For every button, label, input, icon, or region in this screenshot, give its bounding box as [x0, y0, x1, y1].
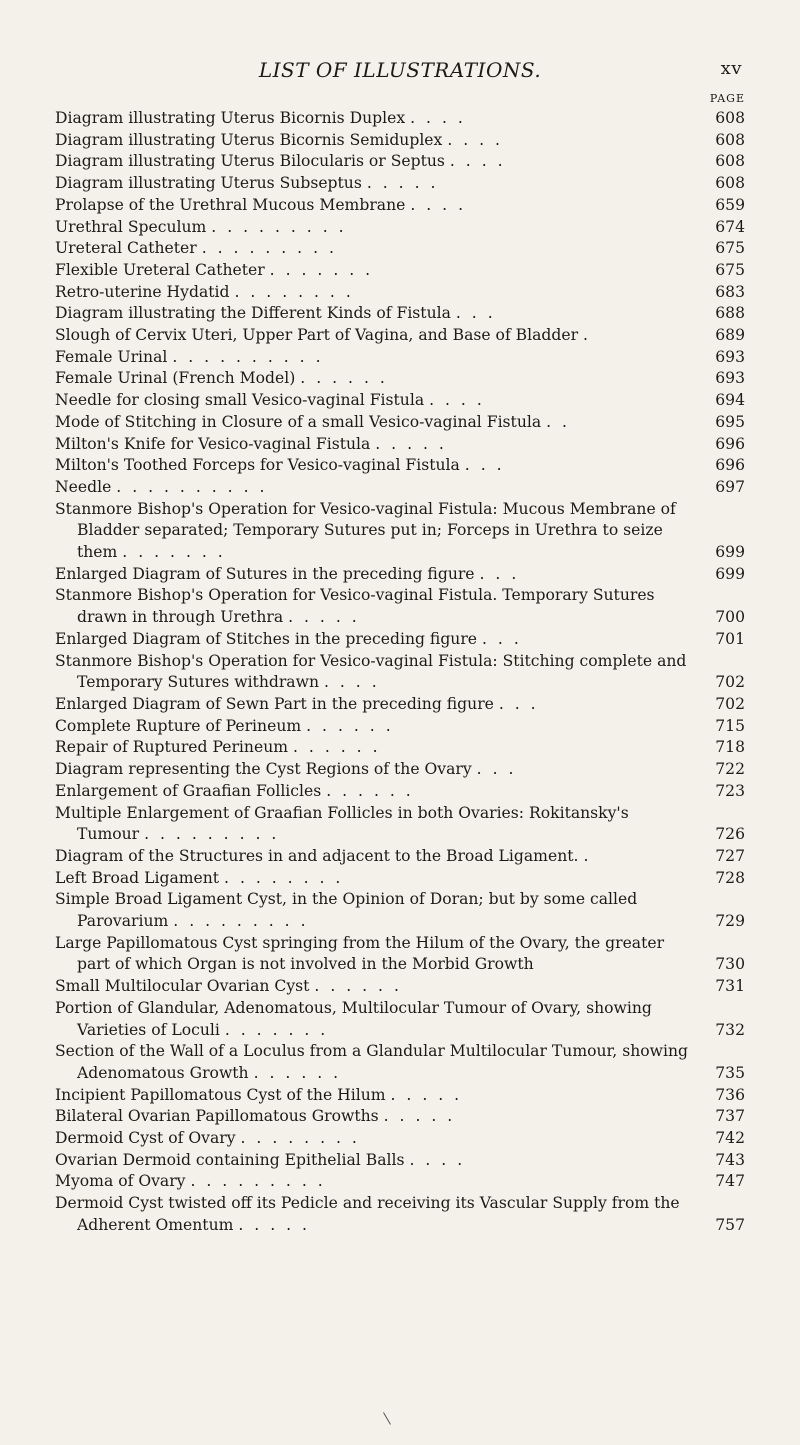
list-item [55, 368, 745, 390]
illustration-title [55, 716, 695, 738]
list-item [55, 889, 745, 932]
illustration-title-text: Enlargement of Graafian Follicles [55, 781, 322, 800]
illustration-title [55, 368, 695, 390]
list-item [55, 1193, 745, 1236]
illustration-title-text: Diagram illustrating Uterus Bicornis Semiduplex [55, 130, 443, 149]
dot-leaders: . . . . [449, 152, 506, 171]
list-item [55, 651, 745, 694]
list-item [55, 998, 745, 1041]
illustration-title [55, 412, 695, 434]
dot-leaders: . . . [479, 564, 520, 583]
illustration-title [55, 1085, 695, 1107]
illustration-page-number: 757 [715, 1215, 745, 1234]
list-item [55, 130, 745, 152]
list-item [55, 564, 745, 586]
dot-leaders: . . . . . . . . [240, 1129, 360, 1148]
illustration-title-text: Diagram illustrating Uterus Bilocularis or Septus [55, 152, 445, 171]
illustration-page-number: 683 [715, 282, 745, 301]
list-item [55, 629, 745, 651]
illustration-title-text: Enlarged Diagram of Stitches in the preceding figure [55, 629, 478, 648]
illustration-title [55, 477, 695, 499]
illustration-page-number: 699 [715, 543, 745, 562]
illustration-page-number: 694 [715, 391, 745, 410]
illustration-title [55, 694, 695, 716]
illustration-page-number: 742 [715, 1129, 745, 1148]
dot-leaders: . . . . . [238, 1215, 310, 1234]
illustration-page-number: 722 [715, 760, 745, 779]
illustration-title-text: Ovarian Dermoid containing Epithelial Balls [55, 1150, 405, 1169]
illustration-title [55, 889, 695, 932]
illustration-title [55, 347, 695, 369]
illustration-title-text: Female Urinal (French Model) [55, 369, 296, 388]
illustration-title-text: Myoma of Ovary [55, 1172, 186, 1191]
list-item [55, 412, 745, 434]
illustration-page-number: 701 [715, 629, 745, 648]
illustration-page-number: 695 [715, 412, 745, 431]
dot-leaders: . . . . . . [300, 369, 388, 388]
dot-leaders: . . . . . [383, 1107, 456, 1126]
list-item [55, 737, 745, 759]
dot-leaders: . . . . . . . [224, 1020, 329, 1039]
list-item [55, 846, 745, 868]
illustration-page-number: 608 [715, 130, 745, 149]
illustration-list [55, 108, 745, 1237]
list-item [55, 1041, 745, 1084]
illustration-page-number: 715 [715, 716, 745, 735]
illustration-title-text: Dermoid Cyst of Ovary [55, 1129, 236, 1148]
dot-leaders: . . . [455, 304, 496, 323]
illustration-title-text: Flexible Ureteral Catheter [55, 260, 265, 279]
list-item [55, 173, 745, 195]
list-item [55, 976, 745, 998]
illustration-page-number: 697 [715, 477, 745, 496]
illustration-title-text: Portion of Glandular, Adenomatous, Multilocular Tumour of Ovary, showing Varieties of Loculi [55, 998, 652, 1039]
dot-leaders: . . . . . . . [122, 543, 226, 562]
illustration-title [55, 1041, 695, 1084]
illustration-page-number: 723 [715, 781, 745, 800]
list-item [55, 499, 745, 564]
illustration-page-number: 747 [715, 1172, 745, 1191]
illustration-title-text: Milton's Toothed Forceps for Vesico-vaginal Fistula [55, 456, 460, 475]
illustration-title-text: Incipient Papillomatous Cyst of the Hilum [55, 1085, 386, 1104]
illustration-title-text: Section of the Wall of a Loculus from a Glandular Multilocular Tumour, showing Adenomatous Growth [55, 1042, 688, 1082]
illustration-page-number: 696 [715, 434, 745, 453]
page-number: xv [720, 58, 742, 79]
dot-leaders: . . . . . . . . . [211, 217, 347, 236]
illustration-page-number: 674 [715, 217, 745, 236]
list-item [55, 868, 745, 890]
dot-leaders: . . . . . . . . [224, 868, 344, 887]
illustration-title-text: Milton's Knife for Vesico-vaginal Fistula [55, 434, 371, 453]
dot-leaders: . . . . . . . . . [173, 912, 309, 931]
illustration-title-text: Repair of Ruptured Perineum [55, 738, 289, 757]
list-item [55, 585, 745, 628]
list-item [55, 716, 745, 738]
dot-leaders: . . . . . [390, 1085, 463, 1104]
illustration-title-text: Multiple Enlargement of Graafian Follicles in both Ovaries: Rokitansky's Tumour [55, 803, 629, 844]
illustration-title-text: Diagram illustrating Uterus Subseptus [55, 174, 362, 193]
illustration-title [55, 759, 695, 781]
dot-leaders: . . . [476, 760, 517, 779]
dot-leaders: . . . [498, 694, 539, 713]
illustration-title-text: Small Multilocular Ovarian Cyst [55, 977, 310, 996]
illustration-title [55, 976, 695, 998]
illustration-title-text: Urethral Speculum [55, 217, 207, 236]
illustration-title-text: Stanmore Bishop's Operation for Vesico-vaginal Fistula: Mucous Membrane of Bladder separated; Temporary Sutures put in; Forceps in Urethra to seize them [55, 499, 676, 562]
illustration-title-text: Diagram illustrating the Different Kinds of Fistula [55, 304, 451, 323]
list-item [55, 108, 745, 130]
illustration-title [55, 629, 695, 651]
illustration-title [55, 434, 695, 456]
illustration-title [55, 1171, 695, 1193]
list-item [55, 217, 745, 239]
illustration-title-text: Diagram of the Structures in and adjacent to the Broad Ligament. [55, 846, 579, 865]
list-item [55, 303, 745, 325]
dot-leaders: . . . [482, 629, 522, 648]
illustration-title [55, 108, 695, 130]
illustration-title-text: Complete Rupture of Perineum [55, 716, 302, 735]
illustration-title-text: Enlarged Diagram of Sutures in the preceding figure [55, 564, 475, 583]
illustration-title [55, 499, 695, 564]
dot-leaders: . . . . . [288, 608, 360, 627]
illustration-page-number: 675 [715, 260, 745, 279]
illustration-title [55, 1193, 695, 1236]
dot-leaders: . . . . . . . . . [144, 825, 280, 844]
dot-leaders: . . . . . . . . [234, 282, 354, 301]
dot-leaders: . . . . . . [293, 738, 381, 757]
list-item [55, 455, 745, 477]
illustration-title [55, 1106, 695, 1128]
illustration-page-number: 727 [715, 846, 745, 865]
illustration-title-text: Mode of Stitching in Closure of a small Vesico-vaginal Fistula [55, 412, 542, 431]
illustration-page-number: 693 [715, 347, 745, 366]
illustration-title [55, 195, 695, 217]
illustration-title-text: Large Papillomatous Cyst springing from the Hilum of the Ovary, the greater part of which Organ is not involved in the Morbid Growth [55, 933, 665, 974]
list-item [55, 477, 745, 499]
illustration-page-number: 608 [715, 109, 745, 127]
dot-leaders: . . [546, 412, 570, 431]
illustration-title-text: Ureteral Catheter [55, 239, 197, 258]
illustration-title [55, 303, 695, 325]
dot-leaders: . . . . . . [253, 1063, 342, 1082]
illustration-title-text: Needle for closing small Vesico-vaginal Fistula [55, 391, 425, 410]
illustration-page-number: 696 [715, 456, 745, 475]
illustration-page-number: 732 [715, 1020, 745, 1039]
illustration-page-number: 731 [715, 977, 745, 996]
illustration-title [55, 455, 695, 477]
illustration-page-number: 693 [715, 369, 745, 388]
dot-leaders: . . . . . . . [269, 260, 374, 279]
list-item [55, 260, 745, 282]
illustration-title-text: Diagram representing the Cyst Regions of the Ovary [55, 760, 472, 779]
dot-leaders: . [583, 846, 592, 865]
list-item [55, 325, 745, 347]
illustration-title-text: Diagram illustrating Uterus Bicornis Duplex [55, 109, 406, 127]
dot-leaders: . . . . . . [314, 977, 402, 996]
dot-leaders: . . . . [429, 391, 485, 410]
illustration-title [55, 564, 695, 586]
illustration-title-text: Simple Broad Ligament Cyst, in the Opinion of Doran; but by some called Parovarium [55, 890, 638, 931]
illustration-title [55, 1128, 695, 1150]
illustration-title [55, 173, 695, 195]
illustration-title [55, 781, 695, 803]
dot-leaders: . . . . [410, 109, 466, 127]
illustration-title [55, 325, 695, 347]
dot-leaders: . . . . [409, 1150, 466, 1169]
illustration-title [55, 933, 695, 976]
illustration-page-number: 736 [715, 1085, 745, 1104]
illustration-page-number: 702 [715, 673, 745, 692]
dot-leaders: . . . . . . . . . . [172, 347, 324, 366]
illustration-title [55, 390, 695, 412]
illustration-title-text: Female Urinal [55, 347, 168, 366]
illustration-title [55, 585, 695, 628]
list-item [55, 803, 745, 846]
list-item [55, 759, 745, 781]
illustration-page-number: 608 [715, 174, 745, 193]
illustration-title-text: Enlarged Diagram of Sewn Part in the preceding figure [55, 694, 494, 713]
illustration-page-number: 726 [715, 825, 745, 844]
dot-leaders: . . . . . . . . . . [116, 477, 268, 496]
illustration-title [55, 1150, 695, 1172]
list-item [55, 1085, 745, 1107]
list-item [55, 347, 745, 369]
list-item [55, 1150, 745, 1172]
dot-leaders: . . . [464, 456, 505, 475]
illustration-title [55, 151, 695, 173]
illustration-title-text: Left Broad Ligament [55, 868, 220, 887]
list-item [55, 933, 745, 976]
illustration-title-text: Bilateral Ovarian Papillomatous Growths [55, 1107, 379, 1126]
illustration-title [55, 651, 695, 694]
running-title: LIST OF ILLUSTRATIONS. [258, 58, 542, 82]
illustration-page-number: 699 [715, 564, 745, 583]
list-item [55, 434, 745, 456]
illustration-page-number: 675 [715, 239, 745, 258]
illustration-page-number: 689 [715, 326, 745, 345]
illustration-title [55, 868, 695, 890]
illustration-title [55, 130, 695, 152]
illustration-title [55, 260, 695, 282]
illustration-title-text: Prolapse of the Urethral Mucous Membrane [55, 195, 406, 214]
illustration-page-number: 730 [715, 955, 745, 974]
illustration-page-number: 728 [715, 868, 745, 887]
dot-leaders: . . . . . [366, 174, 439, 193]
illustration-title [55, 238, 695, 260]
illustration-page-number: 729 [715, 912, 745, 931]
dot-leaders: . . . . [447, 130, 504, 149]
illustration-title [55, 998, 695, 1041]
list-item [55, 390, 745, 412]
illustration-title-text: Stanmore Bishop's Operation for Vesico-vaginal Fistula. Temporary Sutures drawn in through Urethra [55, 586, 655, 627]
illustration-page-number: 743 [715, 1150, 745, 1169]
list-item [55, 1171, 745, 1193]
illustration-page-number: 688 [715, 304, 745, 323]
illustration-page-number: 659 [715, 195, 745, 214]
dot-leaders: . [583, 326, 591, 345]
illustration-page-number: 718 [715, 738, 745, 757]
list-item [55, 282, 745, 304]
list-item [55, 238, 745, 260]
dot-leaders: . . . . . . . . . [201, 239, 337, 258]
stray-mark [383, 1412, 391, 1425]
illustration-title-text: Stanmore Bishop's Operation for Vesico-vaginal Fistula: Stitching complete and Temporary Sutures withdrawn [55, 651, 687, 692]
list-item [55, 1106, 745, 1128]
illustration-title [55, 282, 695, 304]
illustration-page-number: 702 [715, 694, 745, 713]
illustration-title [55, 803, 695, 846]
illustration-page-number: 608 [715, 152, 745, 171]
list-item [55, 694, 745, 716]
dot-leaders: . . . . . . . . . [190, 1172, 326, 1191]
dot-leaders: . . . . . . [326, 781, 414, 800]
illustration-title-text: Retro-uterine Hydatid [55, 282, 230, 301]
illustration-page-number: 735 [715, 1063, 745, 1082]
list-item [55, 781, 745, 803]
illustration-title-text: Dermoid Cyst twisted off its Pedicle and receiving its Vascular Supply from the Adherent Omentum [55, 1194, 680, 1234]
dot-leaders: . . . . . [375, 434, 447, 453]
illustration-title [55, 217, 695, 239]
dot-leaders: . . . . . . [306, 716, 394, 735]
illustration-title [55, 846, 695, 868]
illustration-title-text: Slough of Cervix Uteri, Upper Part of Vagina, and Base of Bladder [55, 326, 579, 345]
list-item [55, 1128, 745, 1150]
illustration-title [55, 737, 695, 759]
list-item [55, 151, 745, 173]
illustration-page-number: 737 [715, 1107, 745, 1126]
illustration-page-number: 700 [715, 608, 745, 627]
page-column-label: PAGE [709, 92, 745, 105]
dot-leaders: . . . . [323, 673, 380, 692]
illustration-title-text: Needle [55, 477, 112, 496]
dot-leaders: . . . . [410, 195, 467, 214]
list-item [55, 195, 745, 217]
